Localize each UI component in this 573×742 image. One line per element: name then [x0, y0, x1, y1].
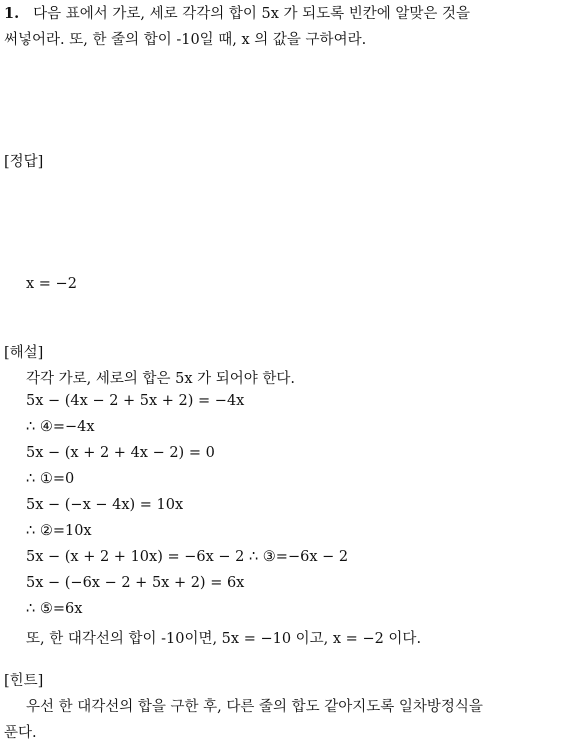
solution-line: ∴ ①=0 [26, 471, 75, 487]
hint-line-1: 우선 한 대각선의 합을 구한 후, 다른 줄의 합도 같아지도록 일차방정식을 [26, 699, 483, 715]
solution-line: ∴ ⑤=6x [26, 601, 83, 617]
solution-line: 5x − (x + 2 + 10x) = −6x − 2 ∴ ③=−6x − 2 [26, 549, 349, 565]
solution-line: ∴ ④=−4x [26, 419, 95, 435]
question-number: 1. [4, 5, 20, 22]
answer-value: x = −2 [26, 276, 77, 292]
solution-header: [해설] [4, 345, 44, 361]
solution-line: 또, 한 대각선의 합이 -10이면, 5x = −10 이고, x = −2 이다. [26, 631, 422, 647]
answer-header: [정답] [4, 154, 44, 170]
solution-line: 각각 가로, 세로의 합은 5x 가 되어야 한다. [26, 371, 295, 387]
question-line-2: 써넣어라. 또, 한 줄의 합이 -10일 때, x 의 값을 구하여라. [4, 32, 367, 48]
question-text-1: 다음 표에서 가로, 세로 각각의 합이 5x 가 되도록 빈칸에 알맞은 것을 [33, 6, 471, 22]
solution-line: 5x − (−x − 4x) = 10x [26, 497, 184, 513]
hint-line-2: 푼다. [4, 725, 37, 741]
hint-header: [힌트] [4, 673, 44, 689]
solution-line: ∴ ②=10x [26, 523, 92, 539]
question-line-1 [4, 2, 470, 23]
solution-line: 5x − (−6x − 2 + 5x + 2) = 6x [26, 575, 245, 591]
solution-line: 5x − (4x − 2 + 5x + 2) = −4x [26, 393, 245, 409]
solution-line: 5x − (x + 2 + 4x − 2) = 0 [26, 445, 215, 461]
